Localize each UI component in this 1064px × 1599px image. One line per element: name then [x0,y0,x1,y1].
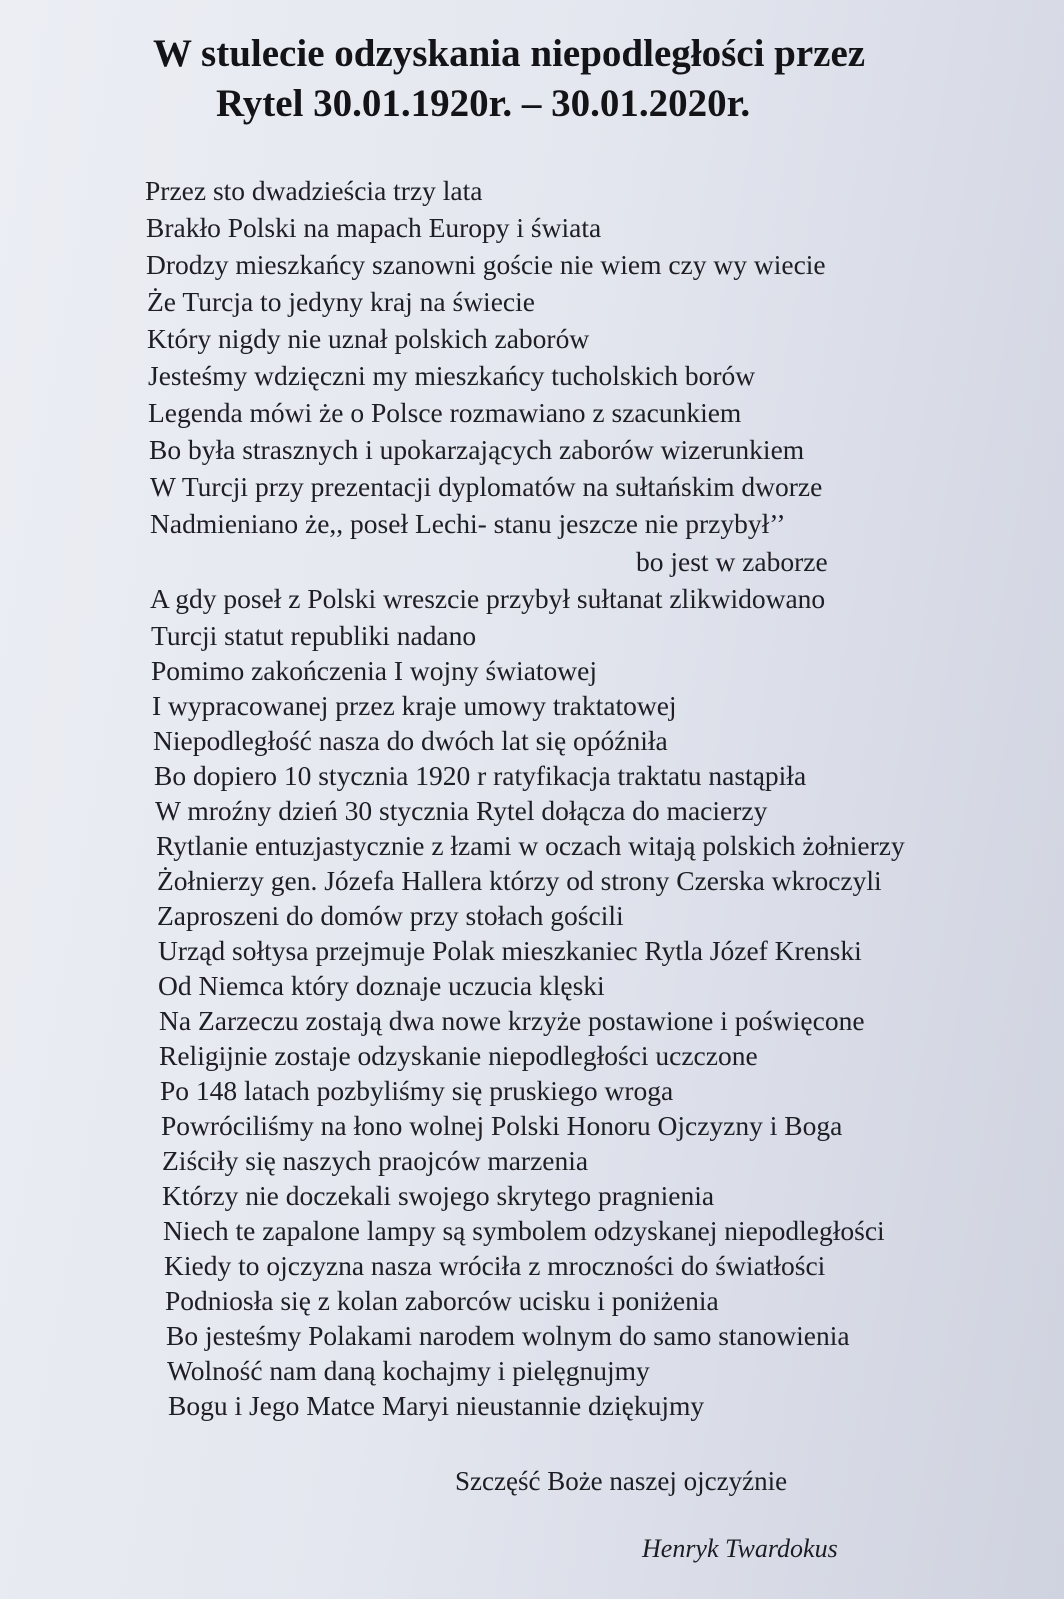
poem-line: Kiedy to ojczyzna nasza wróciła z mroczności do światłości [164,1250,826,1281]
poem-line: Żołnierzy gen. Józefa Hallera którzy od strony Czerska wkroczyli [157,865,882,896]
poem-line: I wypracowanej przez kraje umowy traktatowej [152,690,677,721]
poem-line: Niepodległość nasza do dwóch lat się opóźniła [153,725,668,756]
poem-line: Po 148 latach pozbyliśmy się pruskiego wroga [160,1075,674,1106]
poem-line: W Turcji przy prezentacji dyplomatów na sułtańskim dworze [150,471,823,502]
poem-line: Urząd sołtysa przejmuje Polak mieszkaniec Rytla Józef Krenski [158,935,862,966]
poem-line: Jesteśmy wdzięczni my mieszkańcy tucholskich borów [148,360,756,391]
title-line-1: W stulecie odzyskania niepodległości przez [153,32,866,75]
poem-line: Bo była strasznych i upokarzających zaborów wizerunkiem [149,434,805,465]
poem-line: Ziściły się naszych praojców marzenia [162,1145,589,1176]
poem-line: Powróciliśmy na łono wolnej Polski Honoru Ojczyzny i Boga [161,1110,843,1141]
closing-blessing: Szczęść Boże naszej ojczyźnie [455,1466,788,1496]
poem-line: Którzy nie doczekali swojego skrytego pragnienia [162,1180,715,1211]
poem-line: Drodzy mieszkańcy szanowni goście nie wiem czy wy wiecie [146,249,826,280]
poem-line: Który nigdy nie uznał polskich zaborów [147,323,590,354]
poem-line: Turcji statut republiki nadano [151,620,477,651]
title-line-2: Rytel 30.01.1920r. – 30.01.2020r. [216,82,751,125]
poem-line: Od Niemca który doznaje uczucia klęski [158,970,605,1001]
poem-line: Legenda mówi że o Polsce rozmawiano z szacunkiem [148,397,742,428]
poem-line: Brakło Polski na mapach Europy i świata [146,212,602,243]
poem-line: Przez sto dwadzieścia trzy lata [145,175,483,206]
author-signature: Henryk Twardokus [642,1534,838,1563]
poem-line: Nadmieniano że,, poseł Lechi- stanu jeszcze nie przybył’’ [150,508,786,539]
poem-line: Rytlanie entuzjastycznie z łzami w oczach witają polskich żołnierzy [156,830,905,861]
poem-line: Bo dopiero 10 stycznia 1920 r ratyfikacja traktatu nastąpiła [154,760,807,791]
poem-line: Bo jesteśmy Polakami narodem wolnym do samo stanowienia [166,1320,850,1351]
poem-line: Pomimo zakończenia I wojny światowej [151,655,598,686]
poem-line: Zaproszeni do domów przy stołach gościli [157,900,624,931]
poem-line: Że Turcja to jedyny kraj na świecie [147,286,535,317]
poem-line: bo jest w zaborze [636,546,828,577]
poem-line: Wolność nam daną kochajmy i pielęgnujmy [167,1355,650,1386]
poem-line: Religijnie zostaje odzyskanie niepodległości uczczone [159,1040,758,1071]
poem-line: Bogu i Jego Matce Maryi nieustannie dziękujmy [168,1390,705,1421]
poem-line: Niech te zapalone lampy są symbolem odzyskanej niepodległości [163,1215,885,1246]
poem-line: Na Zarzeczu zostają dwa nowe krzyże postawione i poświęcone [159,1005,865,1036]
poem-line: A gdy poseł z Polski wreszcie przybył sułtanat zlikwidowano [150,583,826,614]
poem-line: Podniosła się z kolan zaborców ucisku i poniżenia [165,1285,719,1316]
poem-line: W mroźny dzień 30 stycznia Rytel dołącza do macierzy [155,795,768,826]
